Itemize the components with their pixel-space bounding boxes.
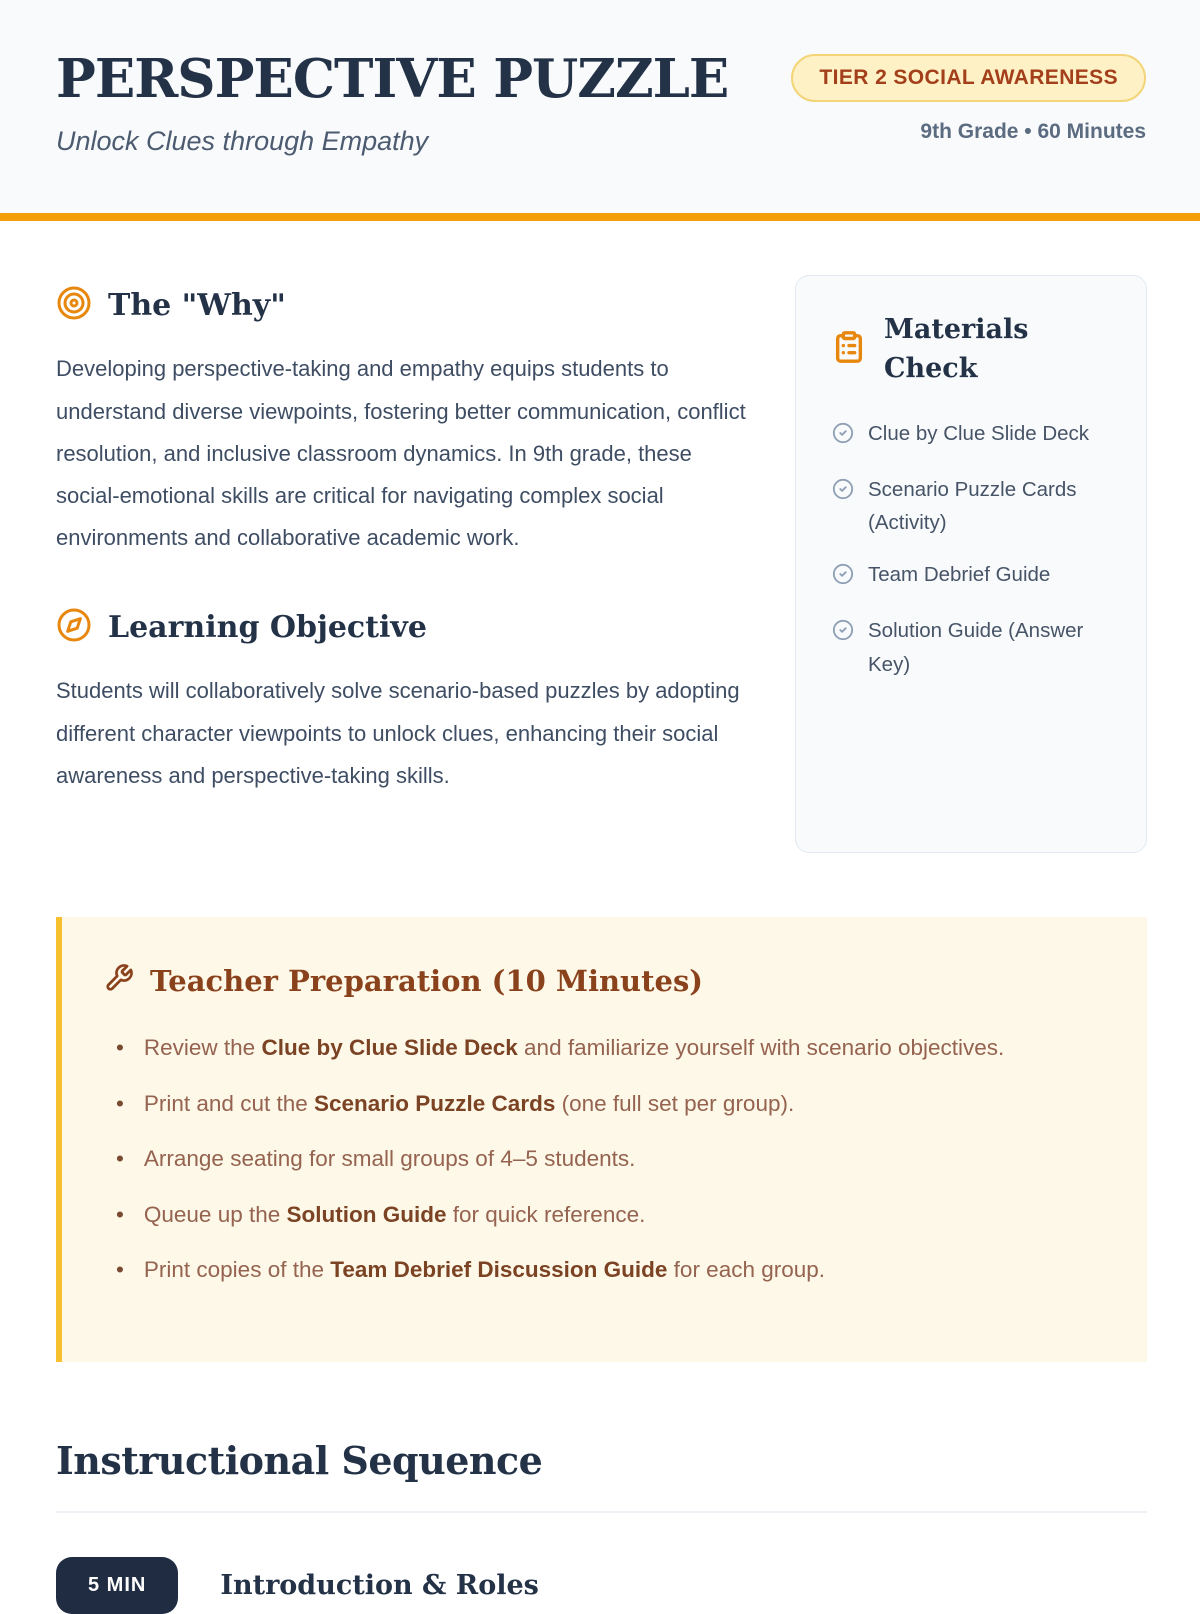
bullet-icon: •	[116, 1035, 124, 1061]
prep-item	[104, 1195, 1099, 1236]
material-item	[832, 473, 1116, 539]
bullet-icon: •	[116, 1201, 124, 1227]
target-icon	[56, 285, 92, 326]
circle-check-icon	[832, 417, 854, 454]
prep-item-text: Print copies of the	[143, 1257, 331, 1283]
material-item	[832, 417, 1116, 454]
wrench-icon	[104, 963, 134, 998]
header-title-block	[56, 50, 728, 157]
prep-item-text: for quick reference.	[446, 1201, 646, 1227]
prep-item-text: Arrange seating for small groups of 4–5 students.	[143, 1146, 636, 1172]
prep-item	[104, 1084, 1099, 1125]
prep-item-bold: Team Debrief Discussion Guide	[330, 1257, 668, 1283]
prep-heading-text: Teacher Preparation (10 Minutes)	[150, 963, 704, 998]
step-title: Introduction & Roles	[220, 1569, 539, 1601]
compass-icon	[56, 607, 92, 648]
material-item-label: Team Debrief Guide	[868, 563, 1051, 587]
materials-heading-text: Materials Check	[884, 314, 1029, 385]
circle-check-icon	[832, 614, 854, 651]
material-item-label: Solution Guide (Answer Key)	[868, 619, 1084, 676]
clipboard-list-icon	[832, 330, 866, 369]
prep-item-text: Queue up the	[143, 1201, 287, 1227]
lesson-body	[0, 275, 1200, 1614]
bullet-icon: •	[116, 1146, 124, 1172]
material-item	[832, 614, 1116, 680]
lesson-header	[0, 0, 1200, 221]
prep-item-bold: Scenario Puzzle Cards	[314, 1090, 556, 1116]
tier-badge: TIER 2 SOCIAL AWARENESS	[791, 54, 1146, 102]
prep-item-text: (one full set per group).	[555, 1090, 795, 1116]
prep-item	[104, 1139, 1099, 1180]
grade-duration-meta: 9th Grade • 60 Minutes	[920, 120, 1146, 143]
bullet-icon: •	[116, 1090, 124, 1116]
materials-card-heading	[832, 310, 1116, 388]
section-divider	[56, 1511, 1147, 1513]
bullet-icon: •	[116, 1257, 124, 1283]
prep-heading-row	[104, 963, 1099, 998]
why-heading-text: The "Why"	[108, 288, 286, 324]
circle-check-icon	[832, 473, 854, 510]
prep-item-bold: Clue by Clue Slide Deck	[261, 1035, 518, 1061]
why-paragraph: Developing perspective-taking and empathy equips students to understand diverse viewpoints, fostering better communication, conflict resolution, and inclusive classroom dynamics. In 9th grade, these social-emotional skills are critical for navigating complex social environments and collaborative academic work.	[56, 356, 746, 551]
teacher-preparation-callout	[56, 917, 1147, 1362]
why-section-heading	[56, 285, 750, 326]
objective-paragraph: Students will collaboratively solve scenario-based puzzles by adopting different character viewpoints to unlock clues, enhancing their social awareness and perspective-taking skills.	[56, 678, 740, 788]
page-subtitle: Unlock Clues through Empathy	[56, 126, 429, 157]
circle-check-icon	[832, 558, 854, 595]
objective-heading-text: Learning Objective	[108, 610, 427, 646]
duration-badge: 5 MIN	[56, 1557, 178, 1614]
material-item	[832, 558, 1116, 595]
prep-item-bold: Solution Guide	[286, 1201, 447, 1227]
material-item-label: Clue by Clue Slide Deck	[868, 421, 1090, 445]
prep-item	[104, 1250, 1099, 1291]
header-meta-block	[791, 54, 1146, 144]
instructional-sequence-heading: Instructional Sequence	[56, 1437, 543, 1483]
page-title: PERSPECTIVE PUZZLE	[56, 48, 729, 110]
sequence-step	[56, 1557, 1147, 1614]
materials-check-card	[795, 275, 1147, 853]
material-item-label: Scenario Puzzle Cards (Activity)	[868, 477, 1077, 534]
prep-item-text: and familiarize yourself with scenario objectives.	[517, 1035, 1005, 1061]
prep-item-text: Review the	[143, 1035, 262, 1061]
prep-item-text: Print and cut the	[143, 1090, 314, 1116]
objective-section-heading	[56, 607, 750, 648]
overview-section	[56, 275, 1147, 853]
prep-item	[104, 1028, 1099, 1069]
prep-item-text: for each group.	[667, 1257, 826, 1283]
prep-checklist	[104, 1028, 1099, 1291]
overview-text-column	[56, 275, 750, 797]
